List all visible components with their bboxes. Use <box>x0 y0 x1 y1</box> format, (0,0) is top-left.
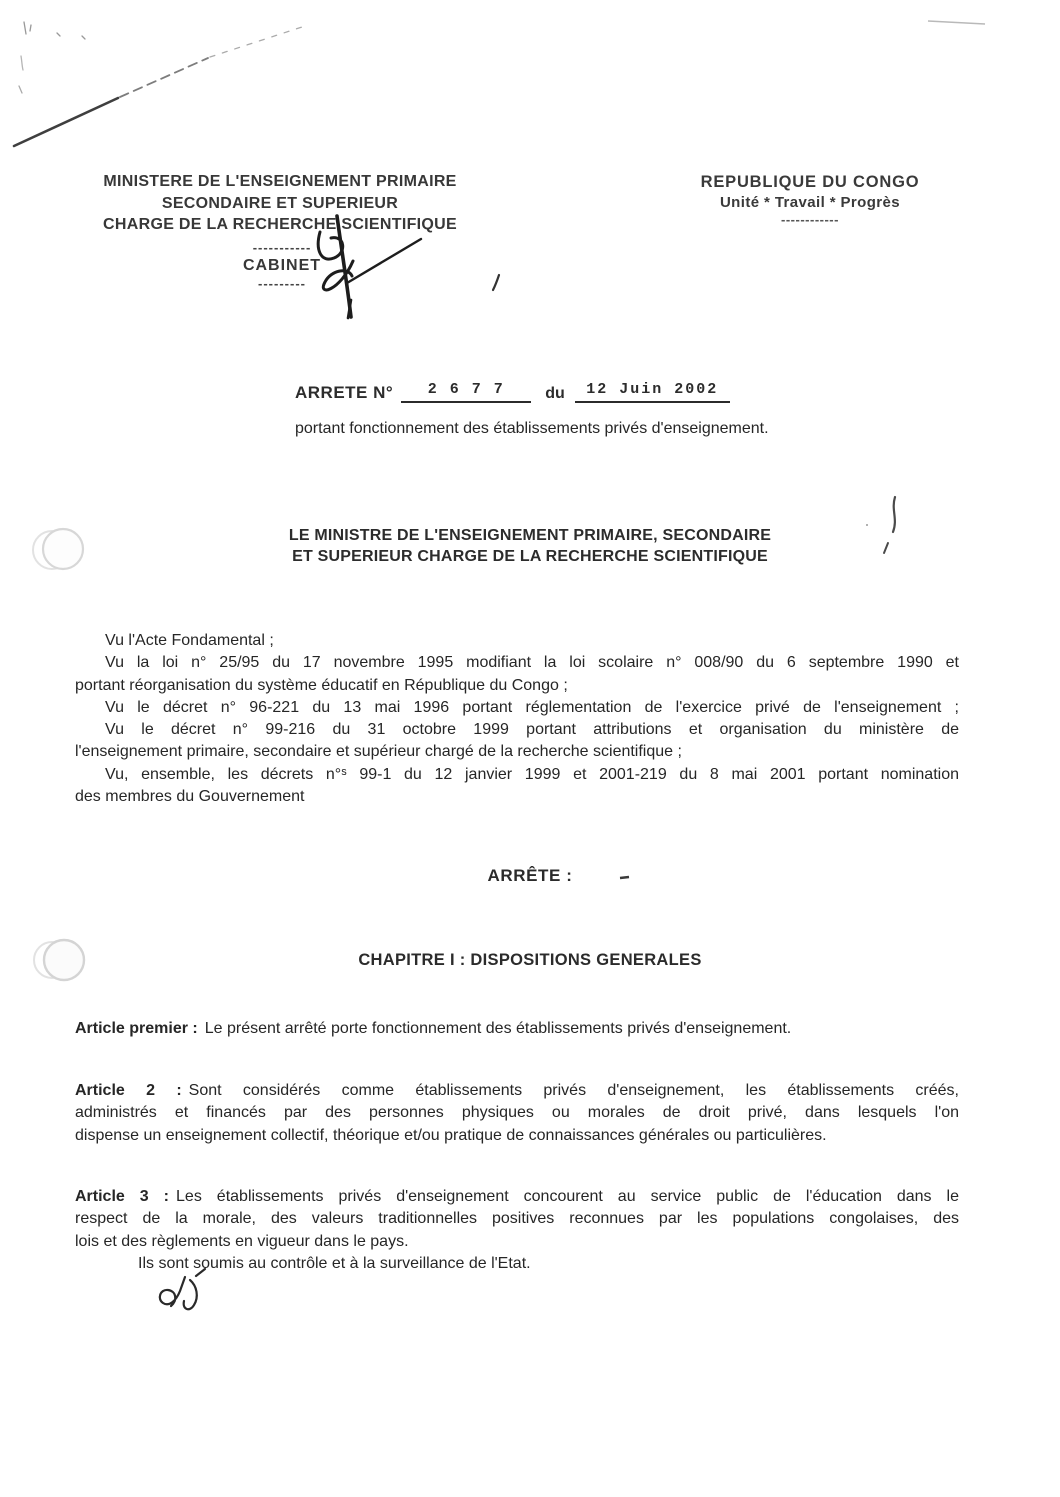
apostrophe-mark <box>493 275 499 290</box>
recital-line: des membres du Gouvernement <box>75 788 305 806</box>
article-premier <box>75 1018 959 1040</box>
article-text: Les établissements privés d'enseignement concourent au service public de l'éducation dans le <box>176 1188 959 1205</box>
article-2 <box>75 1080 959 1147</box>
article-label: Article premier : <box>75 1020 198 1037</box>
minister-title-line-1: LE MINISTRE DE L'ENSEIGNEMENT PRIMAIRE, SECONDAIRE <box>288 527 772 544</box>
article-line <box>75 1186 959 1208</box>
recital-line: portant réorganisation du système éducatif en République du Congo ; <box>75 676 568 694</box>
ministry-line-2: SECONDAIRE ET SUPERIEUR <box>161 194 399 212</box>
article-3 <box>75 1186 959 1275</box>
decree-du-word: du <box>545 385 565 402</box>
separator-dashes: ----------- <box>252 240 312 255</box>
national-motto: Unité * Travail * Progrès <box>719 194 901 211</box>
article-text: Le présent arrêté porte fonctionnement des établissements privés d'enseignement. <box>204 1020 792 1037</box>
faint-dash-mark <box>928 21 985 24</box>
arrete-heading: ARRÊTE : <box>487 866 573 885</box>
ministry-letterhead <box>72 171 488 236</box>
ministry-line-3: CHARGE DE LA RECHERCHE SCIENTIFIQUE <box>103 216 457 233</box>
recital-line: Vu, ensemble, les décrets n°ˢ 99-1 du 12 janvier 1999 et 2001-219 du 8 mai 2001 portant nomination <box>105 765 959 783</box>
minister-title <box>15 526 1045 567</box>
separator-dashes: ------------ <box>781 212 839 227</box>
ministry-line-1: MINISTERE DE L'ENSEIGNEMENT PRIMAIRE <box>103 173 457 190</box>
article-line: lois et des règlements en vigueur dans le pays. <box>75 1232 409 1250</box>
article-line: respect de la morale, des valeurs traditionnelles positives reconnues par les populations congolaises, des <box>75 1210 959 1228</box>
article-line: dispense un enseignement collectif, théorique et/ou pratique de connaissances générales ou particulières. <box>75 1126 827 1144</box>
decree-subject: portant fonctionnement des établissements privés d'enseignement. <box>295 420 769 437</box>
separator-dashes: --------- <box>258 276 306 291</box>
republic-name: REPUBLIQUE DU CONGO <box>700 173 920 191</box>
article-line: administrés et financés par des personnes physiques ou morales de droit privé, dans lesquels l'on <box>75 1104 959 1122</box>
republic-letterhead <box>655 172 965 227</box>
minister-title-line-2: ET SUPERIEUR CHARGE DE LA RECHERCHE SCIENTIFIQUE <box>292 547 768 565</box>
recital-line: Vu le décret n° 99-216 du 31 octobre 1999 portant attributions et organisation du ministère de <box>105 721 959 739</box>
article-label: Article 3 : <box>75 1188 170 1205</box>
preamble-recitals <box>75 630 959 808</box>
chapter-1-heading: CHAPITRE I : DISPOSITIONS GENERALES <box>358 951 702 969</box>
article-line <box>75 1018 959 1040</box>
cabinet-label: CABINET <box>242 257 322 274</box>
article-label: Article 2 : <box>75 1082 182 1099</box>
recital-line: Vu la loi n° 25/95 du 17 novembre 1995 modifiant la loi scolaire n° 008/90 du 6 septembre 1990 et <box>105 654 959 672</box>
article-line: Ils sont soumis au contrôle et à la surveillance de l'Etat. <box>138 1254 531 1272</box>
recital-line: Vu l'Acte Fondamental ; <box>105 632 274 649</box>
decree-number-typed: 2 6 7 7 <box>401 381 531 403</box>
corner-specks <box>19 22 85 93</box>
decree-number-line <box>295 381 730 403</box>
article-line <box>75 1080 959 1102</box>
recital-line: Vu le décret n° 96-221 du 13 mai 1996 portant réglementation de l'exercice privé de l'enseignement ; <box>105 698 959 716</box>
cabinet-block <box>212 240 352 291</box>
decree-date-typed: 12 Juin 2002 <box>575 381 730 403</box>
article-text: Sont considérés comme établissements privés d'enseignement, les établissements créés, <box>188 1082 960 1099</box>
recital-line: l'enseignement primaire, secondaire et supérieur chargé de la recherche scientifique ; <box>75 743 682 761</box>
decree-label: ARRETE N° <box>295 383 394 402</box>
diagonal-scratch-mark <box>14 27 302 146</box>
